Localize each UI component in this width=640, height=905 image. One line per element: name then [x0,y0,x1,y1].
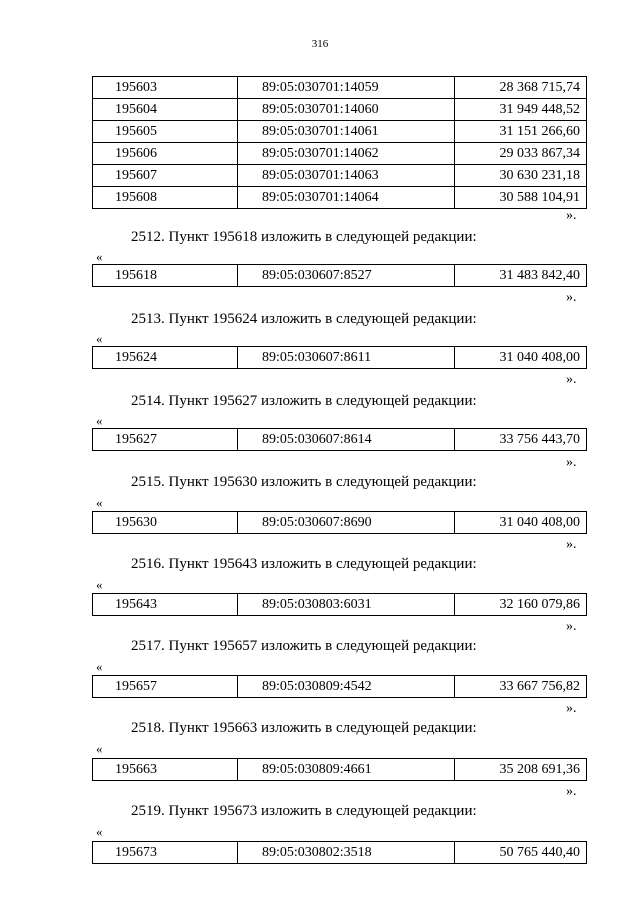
table-row [93,676,587,698]
table-row [93,265,587,287]
close-quote: ». [566,619,577,634]
cell-num: 195604 [93,99,238,121]
cell-num: 195618 [93,265,238,287]
amendment-instruction: 2516. Пункт 195643 изложить в следующей редакции: [131,556,477,572]
amendment-table [92,264,587,287]
amendment-table [92,593,587,616]
amendment-instruction: 2517. Пункт 195657 изложить в следующей редакции: [131,638,477,654]
cell-cadastral: 89:05:030701:14061 [238,121,455,143]
cell-cadastral: 89:05:030701:14062 [238,143,455,165]
cell-cadastral: 89:05:030802:3518 [238,842,455,864]
cell-num: 195603 [93,77,238,99]
cell-value: 31 151 266,60 [455,121,587,143]
table-row [93,842,587,864]
table-row [93,347,587,369]
open-quote: « [96,495,103,510]
amendment-table [92,758,587,781]
amendment-instruction: 2513. Пункт 195624 изложить в следующей редакции: [131,311,477,327]
table-row [93,512,587,534]
close-quote: ». [566,208,577,223]
amendment-instruction: 2518. Пункт 195663 изложить в следующей редакции: [131,720,477,736]
cell-value: 31 040 408,00 [455,347,587,369]
amendment-instruction: 2512. Пункт 195618 изложить в следующей редакции: [131,229,477,245]
cell-num: 195605 [93,121,238,143]
cell-value: 33 667 756,82 [455,676,587,698]
open-quote: « [96,824,103,839]
open-quote: « [96,577,103,592]
cell-value: 32 160 079,86 [455,594,587,616]
cell-num: 195608 [93,187,238,209]
close-quote: ». [566,701,577,716]
table-row [93,429,587,451]
open-quote: « [96,331,103,346]
cell-num: 195606 [93,143,238,165]
cell-value: 28 368 715,74 [455,77,587,99]
cell-cadastral: 89:05:030701:14063 [238,165,455,187]
cell-cadastral: 89:05:030701:14060 [238,99,455,121]
cell-cadastral: 89:05:030701:14064 [238,187,455,209]
open-quote: « [96,413,103,428]
amendment-table [92,346,587,369]
cell-value: 31 949 448,52 [455,99,587,121]
cell-cadastral: 89:05:030809:4661 [238,759,455,781]
table-row [93,187,587,209]
open-quote: « [96,659,103,674]
amendment-instruction: 2519. Пункт 195673 изложить в следующей редакции: [131,803,477,819]
cell-value: 29 033 867,34 [455,143,587,165]
cell-value: 33 756 443,70 [455,429,587,451]
cell-value: 31 483 842,40 [455,265,587,287]
cell-num: 195624 [93,347,238,369]
cell-num: 195663 [93,759,238,781]
cell-value: 30 630 231,18 [455,165,587,187]
amendment-table [92,428,587,451]
main-table [92,76,587,209]
close-quote: ». [566,784,577,799]
page-number: 316 [311,38,329,50]
cell-cadastral: 89:05:030607:8614 [238,429,455,451]
cell-num: 195630 [93,512,238,534]
cell-cadastral: 89:05:030809:4542 [238,676,455,698]
cell-num: 195607 [93,165,238,187]
close-quote: ». [566,537,577,552]
cell-cadastral: 89:05:030803:6031 [238,594,455,616]
amendment-table [92,675,587,698]
cell-value: 30 588 104,91 [455,187,587,209]
cell-value: 50 765 440,40 [455,842,587,864]
close-quote: ». [566,455,577,470]
close-quote: ». [566,372,577,387]
cell-value: 31 040 408,00 [455,512,587,534]
amendment-instruction: 2514. Пункт 195627 изложить в следующей редакции: [131,393,477,409]
table-row [93,121,587,143]
cell-num: 195657 [93,676,238,698]
table-row [93,99,587,121]
table-row [93,77,587,99]
amendment-table [92,511,587,534]
cell-cadastral: 89:05:030607:8690 [238,512,455,534]
amendment-instruction: 2515. Пункт 195630 изложить в следующей редакции: [131,474,477,490]
cell-cadastral: 89:05:030701:14059 [238,77,455,99]
table-row [93,594,587,616]
cell-num: 195673 [93,842,238,864]
table-row [93,165,587,187]
cell-cadastral: 89:05:030607:8611 [238,347,455,369]
cell-num: 195627 [93,429,238,451]
open-quote: « [96,741,103,756]
cell-value: 35 208 691,36 [455,759,587,781]
close-quote: ». [566,290,577,305]
cell-num: 195643 [93,594,238,616]
table-row [93,143,587,165]
open-quote: « [96,249,103,264]
table-row [93,759,587,781]
amendment-table [92,841,587,864]
cell-cadastral: 89:05:030607:8527 [238,265,455,287]
